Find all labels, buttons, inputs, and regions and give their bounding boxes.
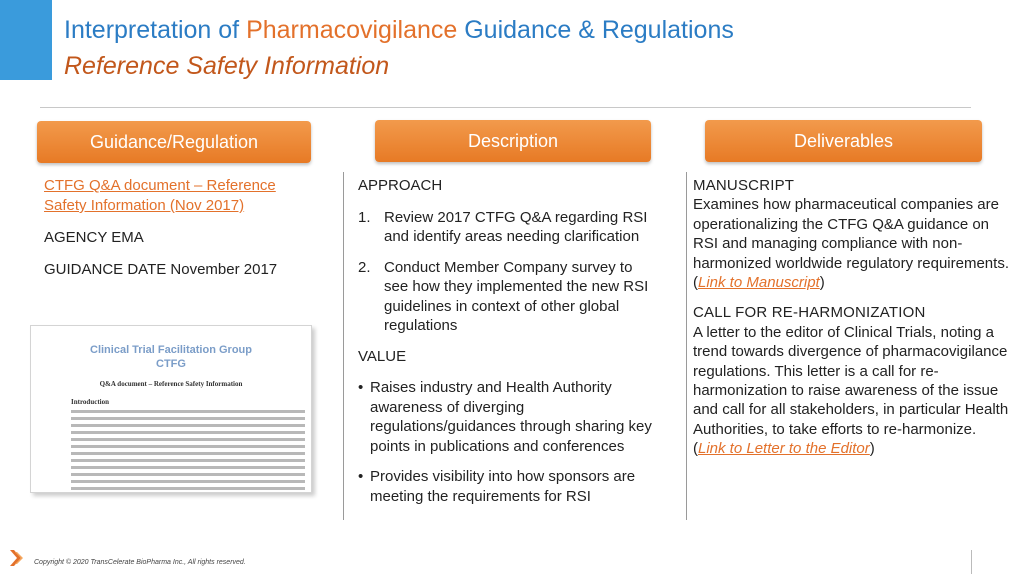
guidance-date-row xyxy=(44,260,314,280)
deliverables-column xyxy=(693,176,1009,459)
title-part1: Interpretation of xyxy=(64,16,247,44)
thumbnail-section: Introduction xyxy=(71,398,109,406)
agency-value: EMA xyxy=(107,229,144,246)
page-subtitle: Reference Safety Information xyxy=(64,52,390,80)
item-text: Conduct Member Company survey to see how they implemented the new RSI guidelines in context of other global regulations xyxy=(384,258,649,334)
date-value: November 2017 xyxy=(166,261,278,278)
paren-close: ) xyxy=(819,274,825,292)
manuscript-heading: MANUSCRIPT xyxy=(693,177,795,194)
bullet: • xyxy=(358,468,364,485)
column-divider-2 xyxy=(686,172,687,520)
description-column xyxy=(358,176,658,517)
agency-label: AGENCY xyxy=(44,229,108,246)
title-part2: Guidance & Regulations xyxy=(457,16,734,44)
item-text: Review 2017 CTFG Q&A regarding RSI and identify areas needing clarification xyxy=(384,208,648,245)
approach-item xyxy=(358,208,658,247)
manuscript-body: Examines how pharmaceutical companies are operationalizing the CTFG Q&A guidance on RSI and managing compliance with non-harmonized worldwide regulatory requirements. xyxy=(693,196,1009,272)
approach-heading: APPROACH xyxy=(358,177,443,194)
manuscript-text xyxy=(693,195,1009,292)
approach-item xyxy=(358,258,658,336)
header-deliverables: Deliverables xyxy=(705,120,982,162)
bullet: • xyxy=(358,379,364,396)
paren-open: ( xyxy=(693,440,698,458)
header-guidance-regulation: Guidance/Regulation xyxy=(37,121,311,163)
item-number: 1. xyxy=(358,208,371,226)
value-heading: VALUE xyxy=(358,347,407,365)
page-title xyxy=(64,16,734,45)
date-label: GUIDANCE DATE xyxy=(44,261,167,278)
call-text xyxy=(693,323,1009,459)
manuscript-link[interactable]: Link to Manuscript xyxy=(698,274,820,292)
column-divider-1 xyxy=(343,172,344,520)
agency-row xyxy=(44,228,314,248)
call-heading: CALL FOR RE-HARMONIZATION xyxy=(693,304,926,322)
thumbnail-text-lines xyxy=(71,410,305,493)
item-number: 2. xyxy=(358,258,371,276)
guidance-column xyxy=(44,176,314,280)
title-highlight: Pharmacovigilance xyxy=(246,16,458,44)
document-thumbnail xyxy=(30,325,312,493)
value-item xyxy=(358,467,658,506)
title-divider xyxy=(40,107,971,108)
item-text: Raises industry and Health Authority awareness of diverging regulations/guidances through sharing key points in publications and conferences xyxy=(370,379,652,455)
thumbnail-doc-title: Q&A document – Reference Safety Information xyxy=(99,380,243,388)
footer-divider xyxy=(971,550,972,574)
accent-bar xyxy=(0,0,52,80)
paren-open: ( xyxy=(693,274,698,292)
value-item xyxy=(358,378,658,456)
call-body: A letter to the editor of Clinical Trials, noting a trend towards divergence of pharmacovigilance regulations. This letter is a call for re-harmonization to raise awareness of the issue and call for all stakeholders, in particular Health Authorities, to take efforts to re-harmonize. xyxy=(693,323,1009,438)
header-description: Description xyxy=(375,120,651,162)
paren-close: ) xyxy=(869,440,875,458)
ctfg-document-link[interactable]: CTFG Q&A document – Reference Safety Information (Nov 2017) xyxy=(44,177,276,214)
item-text: Provides visibility into how sponsors are meeting the requirements for RSI xyxy=(370,468,636,505)
chevron-logo-icon xyxy=(8,548,26,568)
copyright-text: Copyright © 2020 TransCelerate BioPharma Inc., All rights reserved. xyxy=(34,559,246,566)
thumbnail-title: Clinical Trial Facilitation Group xyxy=(90,344,252,356)
letter-to-editor-link[interactable]: Link to Letter to the Editor xyxy=(698,440,870,458)
thumbnail-subtitle: CTFG xyxy=(156,358,186,370)
